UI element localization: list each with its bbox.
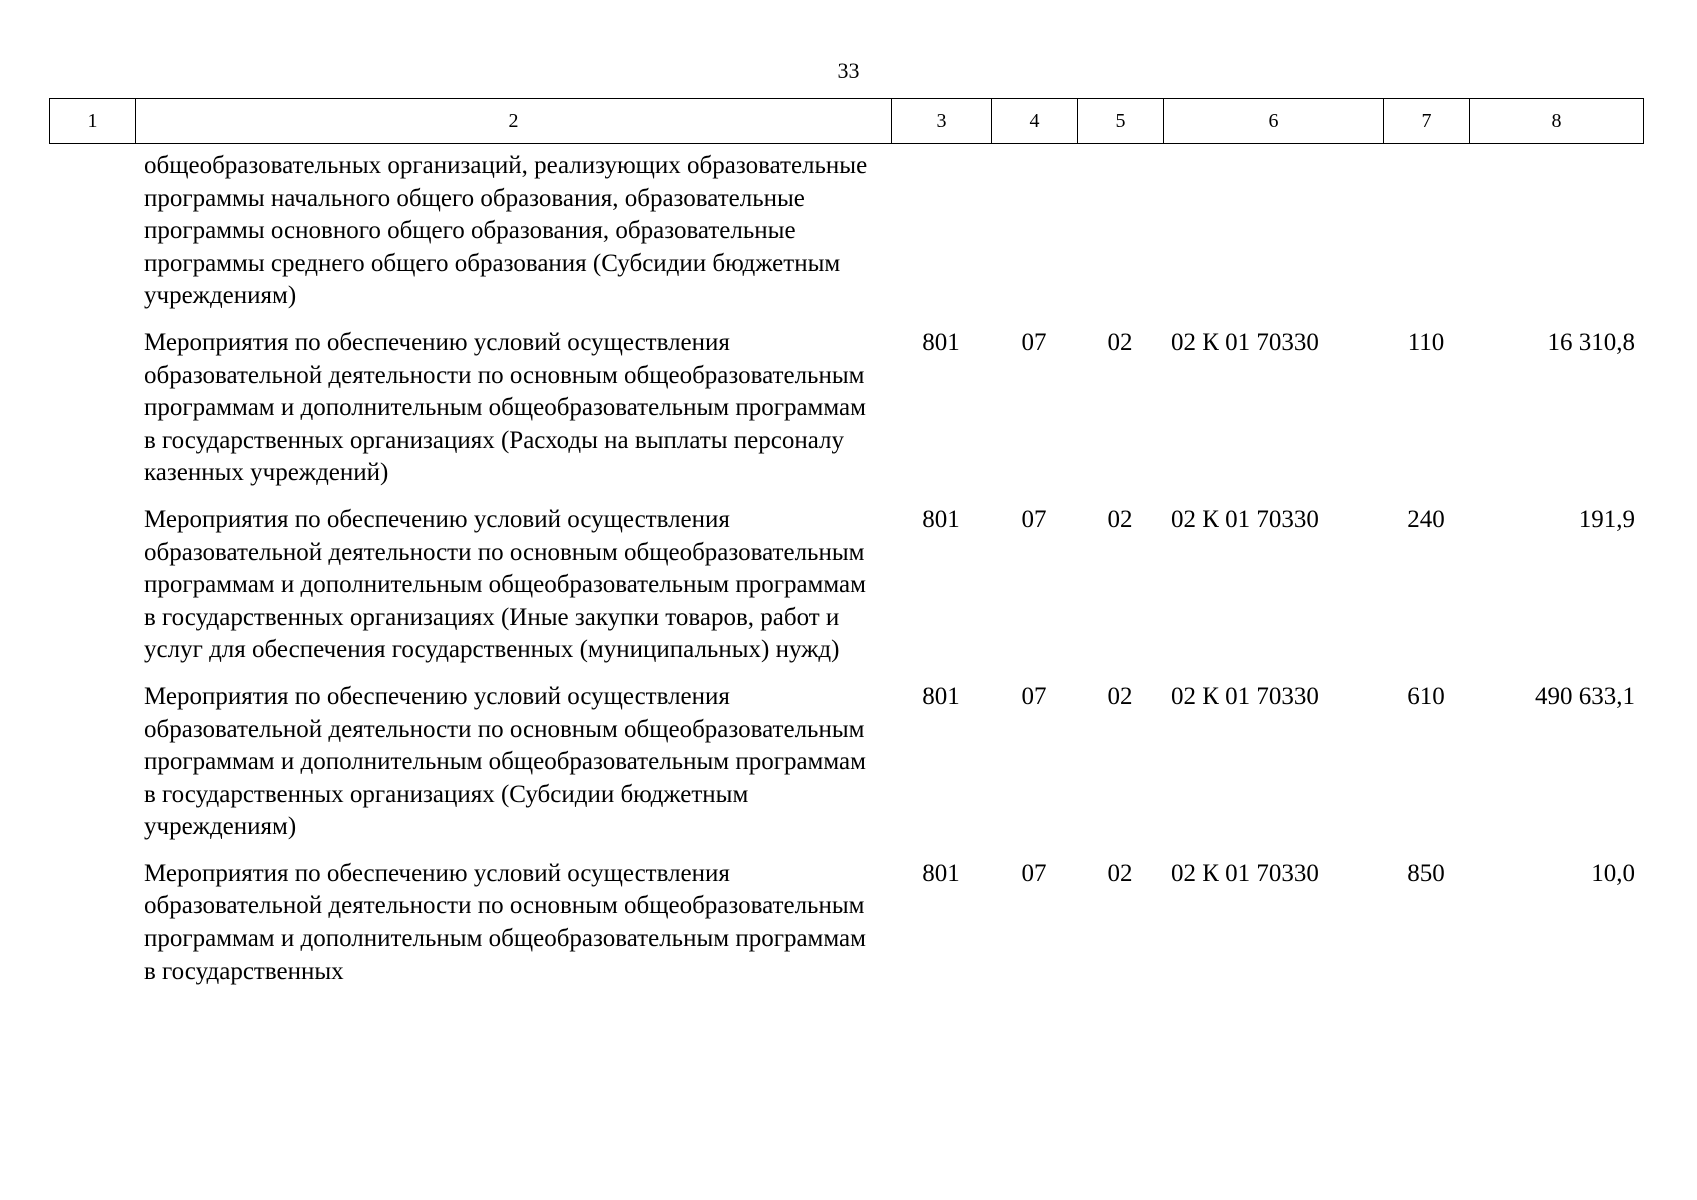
row-col-3: 801 [922, 682, 960, 710]
table-row [49, 681, 1643, 858]
column-header-8: 8 [1470, 99, 1644, 144]
row-col-7: 850 [1407, 859, 1445, 887]
row-col-7: 610 [1407, 682, 1445, 710]
row-col-7: 240 [1407, 505, 1445, 533]
row-col-8: 16 310,8 [1547, 328, 1635, 356]
column-header-6: 6 [1164, 99, 1384, 144]
row-col-6: 02 К 01 70330 [1171, 328, 1319, 356]
row-description: Мероприятия по обеспечению условий осуществления образовательной деятельности по основным общеобразовательным программам и дополнительным общеобразовательным программам в государственных организациях (Субсидии бюджетным учреждениям) [144, 682, 866, 841]
row-description: Мероприятия по обеспечению условий осуществления образовательной деятельности по основным общеобразовательным программам и дополнительным общеобразовательным программам в государственных организациях (Иные закупки товаров, работ и услуг для обеспечения государственных (муниципальных) нужд) [144, 505, 866, 664]
row-col-8 [1469, 150, 1643, 327]
column-header-5: 5 [1078, 99, 1164, 144]
row-col-8: 490 633,1 [1535, 682, 1635, 710]
table-row [49, 327, 1643, 504]
row-col-4: 07 [1021, 859, 1047, 887]
budget-table [49, 150, 1643, 1002]
row-col-5: 02 [1107, 505, 1133, 533]
column-header-4: 4 [992, 99, 1078, 144]
row-description: Мероприятия по обеспечению условий осуществления образовательной деятельности по основным общеобразовательным программам и дополнительным общеобразовательным программам в государственных организациях (Расходы на выплаты персоналу казенных учреждений) [144, 328, 866, 487]
column-header-1: 1 [50, 99, 136, 144]
column-header-7: 7 [1384, 99, 1470, 144]
row-col-5: 02 [1107, 328, 1133, 356]
row-col-7 [1383, 150, 1469, 327]
table-row [49, 504, 1643, 681]
row-col-6: 02 К 01 70330 [1171, 505, 1319, 533]
row-col-4 [991, 150, 1077, 327]
row-description: Мероприятия по обеспечению условий осуществления образовательной деятельности по основным общеобразовательным программам и дополнительным общеобразовательным программам в государственных [144, 859, 866, 985]
table-row [49, 858, 1643, 1002]
row-col-8: 10,0 [1591, 859, 1635, 887]
row-col-4: 07 [1021, 328, 1047, 356]
row-description: общеобразовательных организаций, реализующих образовательные программы начального общего образования, образовательные программы основного общего образования, образовательные программы среднего общего образования (Субсидии бюджетным учреждениям) [144, 152, 868, 310]
row-col-5 [1077, 150, 1163, 327]
row-col-6: 02 К 01 70330 [1171, 682, 1319, 710]
row-col-6 [1163, 150, 1383, 327]
row-col-4: 07 [1021, 505, 1047, 533]
page-number: 33 [837, 58, 860, 83]
column-header-row [50, 99, 1644, 144]
column-header-3: 3 [892, 99, 992, 144]
row-col-3: 801 [922, 328, 960, 356]
row-col-5: 02 [1107, 682, 1133, 710]
row-col-4: 07 [1021, 682, 1047, 710]
row-col-5: 02 [1107, 859, 1133, 887]
row-col-8: 191,9 [1578, 505, 1635, 533]
row-col-6: 02 К 01 70330 [1171, 859, 1319, 887]
row-col-3 [891, 150, 991, 327]
column-header-table [49, 98, 1644, 144]
row-col-3: 801 [922, 859, 960, 887]
table-row [49, 150, 1643, 327]
column-header-2: 2 [136, 99, 892, 144]
row-col-7: 110 [1407, 328, 1445, 356]
row-col-3: 801 [922, 505, 960, 533]
